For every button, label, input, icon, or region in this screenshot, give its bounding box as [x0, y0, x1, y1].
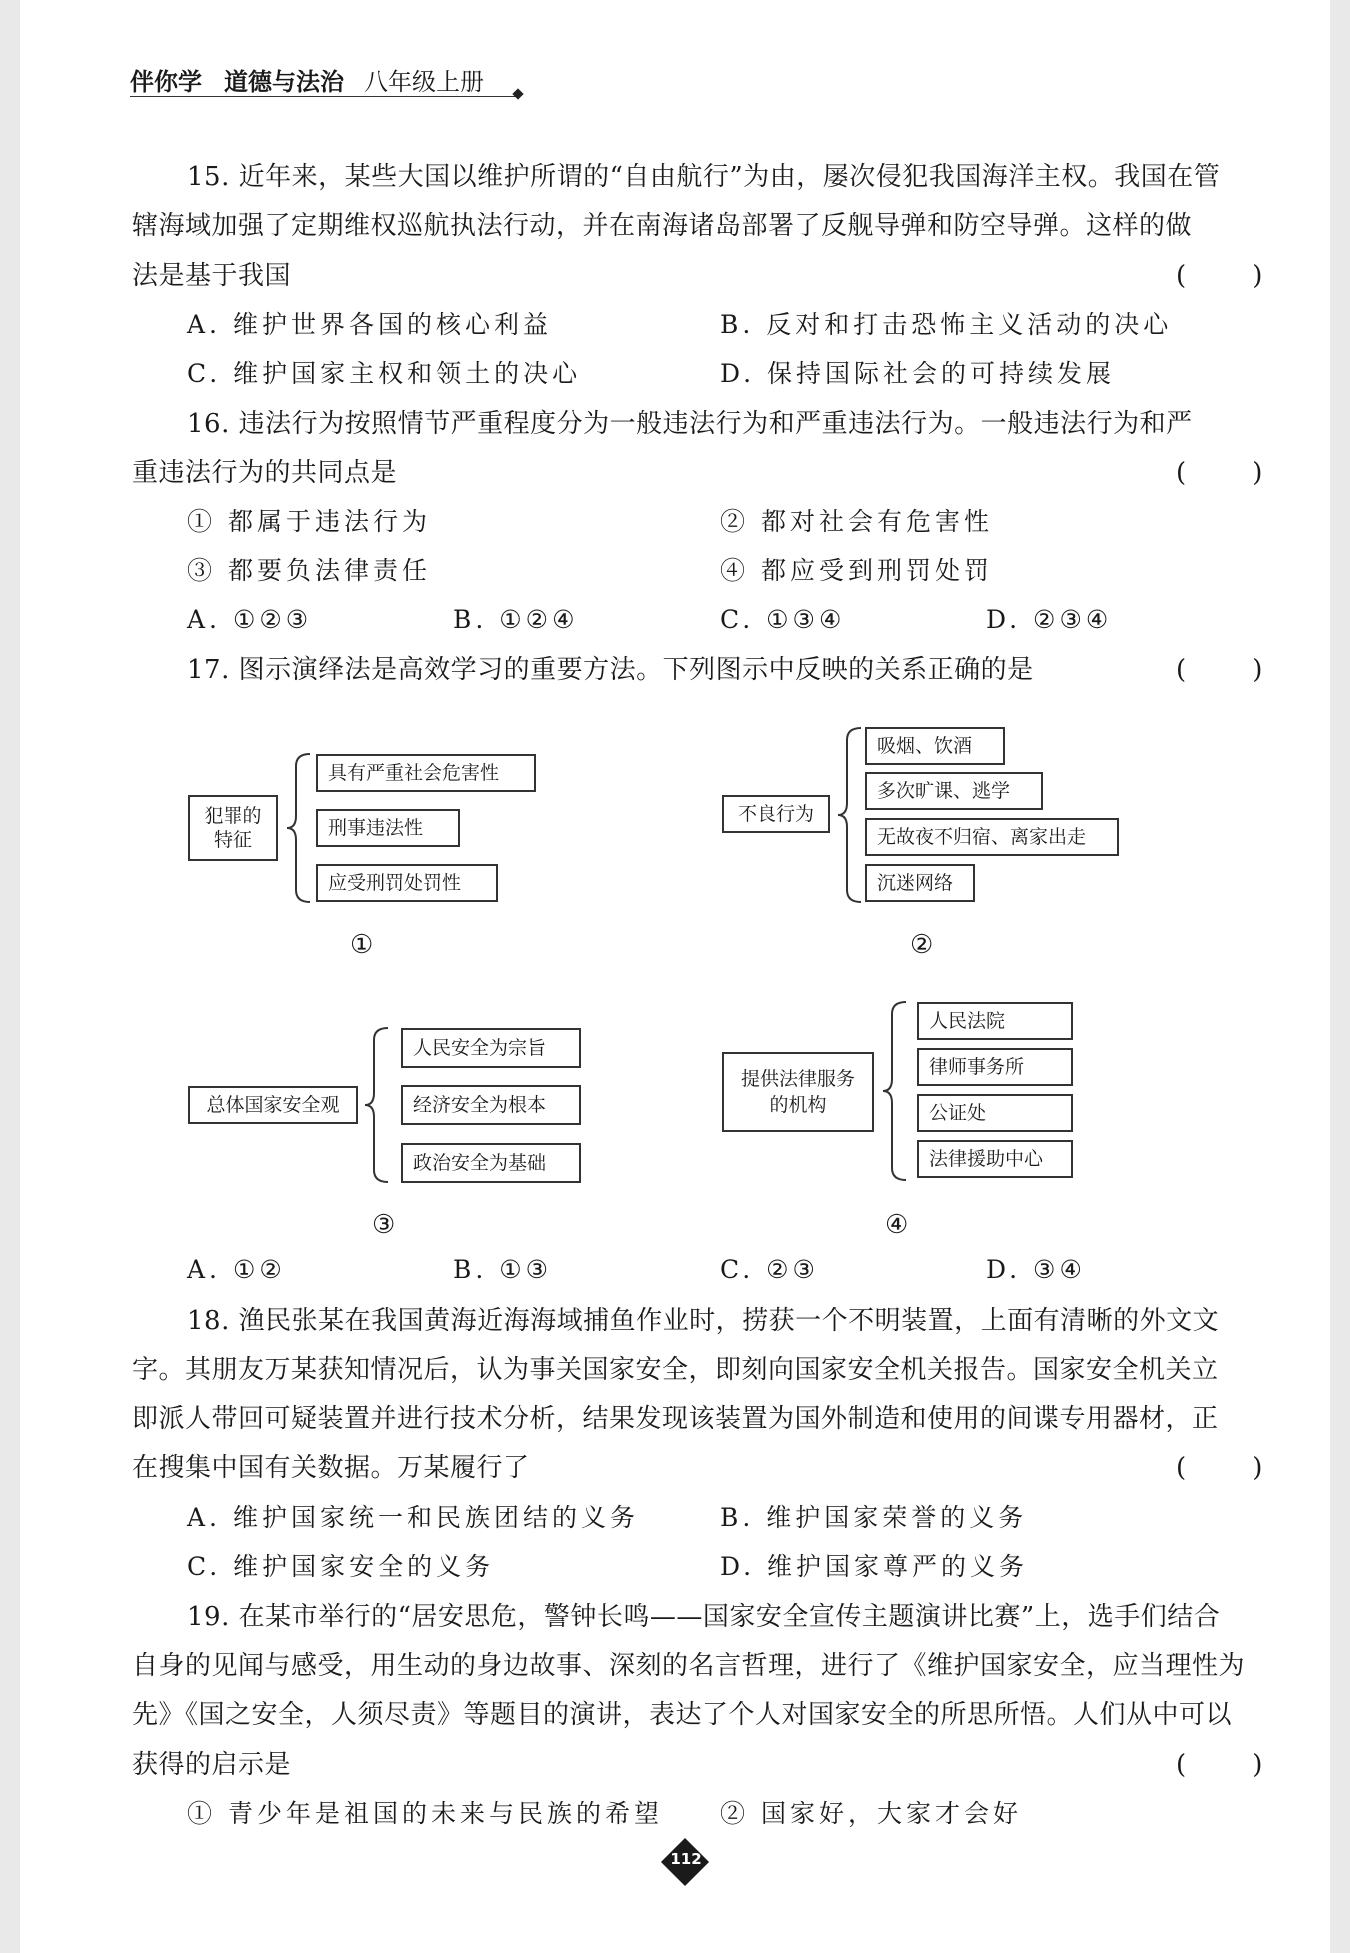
q16-line2: 重违法行为的共同点是: [132, 458, 398, 488]
q18-option-b: B. 维护国家荣誉的义务: [720, 1503, 1028, 1532]
diagram-2-item: 无故夜不归宿、离家出走: [865, 818, 1119, 856]
q18-line1: 18. 渔民张某在我国黄海近海海域捕鱼作业时，捞获一个不明装置，上面有清晰的外文文: [187, 1306, 1220, 1336]
q19-statement-2: ② 国家好，大家才会好: [720, 1799, 1022, 1828]
diagram-4-brace: [880, 1000, 910, 1182]
diagram-2-item: 多次旷课、逃学: [865, 772, 1043, 810]
diagram-1-root: 犯罪的特征: [188, 795, 278, 861]
diagram-2-label: ②: [910, 930, 934, 960]
diagram-4-item: 公证处: [917, 1094, 1073, 1132]
q19-line4: 获得的启示是: [132, 1750, 292, 1780]
q17-answer-blank: ( ): [1176, 655, 1263, 685]
diagram-4-root: 提供法律服务的机构: [722, 1052, 874, 1132]
q19-statement-1: ① 青少年是祖国的未来与民族的希望: [187, 1799, 663, 1828]
diagram-4-item: 人民法院: [917, 1002, 1073, 1040]
header-rule: [130, 96, 520, 97]
diagram-1-item: 刑事违法性: [316, 809, 460, 847]
q18-option-a: A. 维护国家统一和民族团结的义务: [187, 1503, 639, 1532]
q18-line4: 在搜集中国有关数据。万某履行了: [132, 1453, 530, 1483]
q16-option-b: B. ①②④: [453, 605, 579, 634]
q17-option-a: A. ①②: [187, 1255, 286, 1284]
diagram-3-brace: [362, 1026, 392, 1184]
q18-answer-blank: ( ): [1176, 1453, 1263, 1483]
q16-statement-1: ① 都属于违法行为: [187, 507, 431, 536]
diagram-4-item: 法律援助中心: [917, 1140, 1073, 1178]
header-series: 伴你学: [130, 68, 202, 96]
diagram-2-brace: [835, 726, 865, 904]
q15-line3: 法是基于我国: [132, 261, 292, 291]
q16-option-d: D. ②③④: [986, 605, 1113, 634]
diagram-3-item: 人民安全为宗旨: [401, 1028, 581, 1068]
diagram-1-brace: [284, 752, 314, 904]
diagram-1-label: ①: [350, 930, 374, 960]
q17-option-c: C. ②③: [720, 1255, 819, 1284]
q16-statement-3: ③ 都要负法律责任: [187, 556, 431, 585]
q15-option-a: A. 维护世界各国的核心利益: [187, 310, 552, 339]
page-number: 112: [670, 1850, 702, 1868]
q19-line2: 自身的见闻与感受，用生动的身边故事、深刻的名言哲理，进行了《维护国家安全，应当理性为: [132, 1651, 1246, 1681]
header-subject: 道德与法治: [224, 68, 344, 96]
diagram-3-root: 总体国家安全观: [188, 1086, 358, 1124]
diagram-3-label: ③: [372, 1210, 396, 1240]
q16-answer-blank: ( ): [1176, 458, 1263, 488]
page-header: [130, 62, 484, 97]
q19-answer-blank: ( ): [1176, 1750, 1263, 1780]
q17-line1: 17. 图示演绎法是高效学习的重要方法。下列图示中反映的关系正确的是: [187, 655, 1034, 685]
q17-option-d: D. ③④: [986, 1255, 1086, 1284]
header-grade: 八年级上册: [364, 68, 484, 96]
q18-line3: 即派人带回可疑装置并进行技术分析，结果发现该装置为国外制造和使用的间谍专用器材，正: [132, 1404, 1219, 1434]
diagram-2-item: 沉迷网络: [865, 864, 975, 902]
q18-option-c: C. 维护国家安全的义务: [187, 1552, 495, 1581]
q16-option-a: A. ①②③: [187, 605, 313, 634]
q15-option-b: B. 反对和打击恐怖主义活动的决心: [720, 310, 1173, 339]
diagram-4-label: ④: [885, 1210, 909, 1240]
diagram-3-item: 经济安全为根本: [401, 1085, 581, 1125]
diagram-2-item: 吸烟、饮酒: [865, 727, 1005, 765]
q19-line3: 先》《国之安全，人须尽责》等题目的演讲，表达了个人对国家安全的所思所悟。人们从中可以: [132, 1700, 1233, 1730]
q15-line2: 辖海域加强了定期维权巡航执法行动，并在南海诸岛部署了反舰导弹和防空导弹。这样的做: [132, 211, 1193, 241]
diagram-4-item: 律师事务所: [917, 1048, 1073, 1086]
q18-option-d: D. 维护国家尊严的义务: [720, 1552, 1029, 1581]
q17-option-b: B. ①③: [453, 1255, 553, 1284]
q18-line2: 字。其朋友万某获知情况后，认为事关国家安全，即刻向国家安全机关报告。国家安全机关立: [132, 1355, 1219, 1385]
q15-answer-blank: ( ): [1176, 261, 1263, 291]
q16-option-c: C. ①③④: [720, 605, 846, 634]
q19-line1: 19. 在某市举行的“居安思危，警钟长鸣——国家安全宣传主题演讲比赛”上，选手们结合: [187, 1602, 1221, 1632]
q15-option-d: D. 保持国际社会的可持续发展: [720, 359, 1116, 388]
diagram-3-item: 政治安全为基础: [401, 1143, 581, 1183]
diagram-2-root: 不良行为: [722, 795, 830, 833]
q16-line1: 16. 违法行为按照情节严重程度分为一般违法行为和严重违法行为。一般违法行为和严: [187, 409, 1193, 439]
diagram-1-item: 应受刑罚处罚性: [316, 864, 498, 902]
textbook-page: [20, 0, 1330, 1953]
q15-option-c: C. 维护国家主权和领土的决心: [187, 359, 582, 388]
header-diamond-icon: [512, 88, 523, 99]
q16-statement-4: ④ 都应受到刑罚处罚: [720, 556, 993, 585]
q16-statement-2: ② 都对社会有危害性: [720, 507, 993, 536]
diagram-1-item: 具有严重社会危害性: [316, 754, 536, 792]
q15-line1: 15. 近年来，某些大国以维护所谓的“自由航行”为由，屡次侵犯我国海洋主权。我国在管: [187, 162, 1221, 192]
